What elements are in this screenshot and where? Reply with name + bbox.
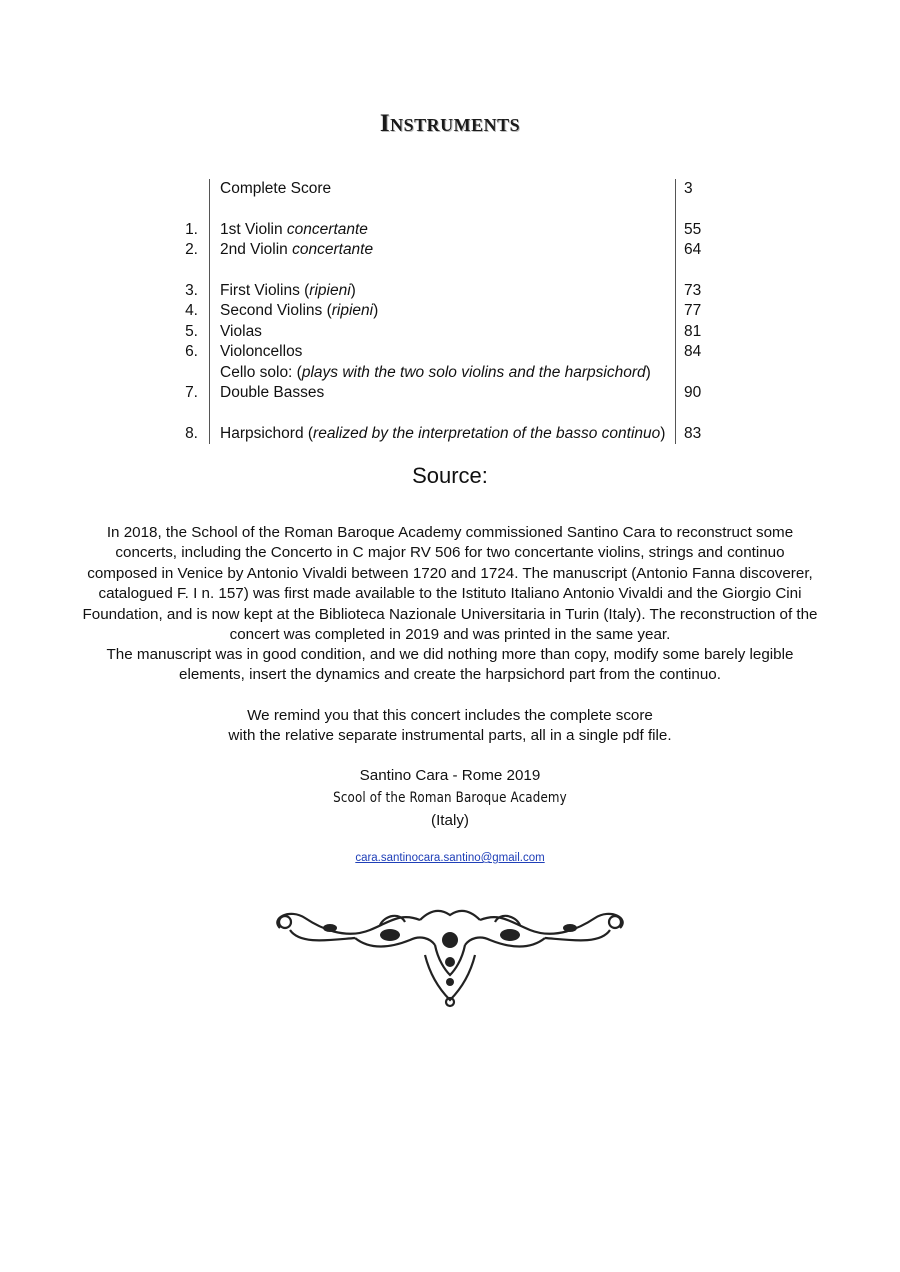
toc-entry-suffix: )	[373, 302, 379, 320]
toc-entry	[209, 383, 675, 403]
baroque-ornament-icon	[260, 900, 640, 1010]
toc-entry-text: Second Violins (	[220, 302, 332, 320]
toc-entry	[209, 363, 675, 383]
toc-entry-italic: ripieni	[331, 302, 374, 320]
toc-spacer	[168, 199, 724, 219]
source-paragraph-1: In 2018, the School of the Roman Baroque Academy commissioned Santino Cara to reconstruct some concerts, including the Concerto in C major RV 506 for two concertante violins, strings and continuo composed in Venice by Antonio Vivaldi between 1720 and 1724. The manuscript (Antonio Fanna discoverer, catalogued F. I n. 157) was first made available to the Istituto Italiano Antonio Vivaldi and the Giorgio Cini Foundation, and is now kept at the Biblioteca Nazionale Universitaria in Turin (Italy). The reconstruction of the concert was completed in 2019 and was printed in the same year.	[82, 524, 818, 644]
toc-entry	[209, 261, 675, 281]
reminder-line-1: We remind you that this concert includes the complete score	[247, 707, 653, 724]
toc-spacer	[168, 261, 724, 281]
toc-number	[168, 199, 198, 219]
toc-page-number: 3	[675, 179, 724, 199]
toc-row	[168, 342, 724, 362]
toc-entry-italic: realized by the interpretation of the basso continuo	[313, 424, 661, 442]
toc-page-number	[675, 261, 724, 281]
email-container	[0, 852, 900, 864]
toc-page-number	[675, 403, 724, 423]
toc-page-number: 90	[675, 383, 724, 403]
toc-number: 4.	[185, 302, 198, 320]
signature-school: Scool of the Roman Baroque Academy	[333, 790, 567, 806]
toc-entry-suffix: )	[645, 363, 651, 381]
toc-page-number: 73	[675, 281, 724, 301]
toc-row	[168, 301, 724, 321]
toc-entry	[209, 342, 675, 362]
signature-name: Santino Cara - Rome 2019	[359, 767, 541, 784]
toc-row	[168, 363, 724, 383]
toc-row	[168, 179, 724, 199]
toc-entry-italic: plays with the two solo violins and the harpsichord	[301, 363, 646, 381]
toc-entry-text: Cello solo: (	[220, 363, 302, 381]
toc-entry	[209, 199, 675, 219]
toc-page-number	[675, 199, 724, 219]
toc-row	[168, 220, 724, 240]
toc-entry-italic: ripieni	[309, 281, 351, 299]
toc-entry-italic: concertante	[286, 220, 368, 238]
toc-entry-text: Harpsichord (	[220, 424, 314, 442]
toc-number: 7.	[185, 383, 198, 401]
toc-page-number: 81	[675, 322, 724, 342]
toc-entry-text: 2nd Violin	[220, 241, 293, 259]
toc-entry	[209, 424, 675, 444]
toc-entry-suffix: )	[350, 281, 356, 299]
toc-entry	[209, 220, 675, 240]
toc-number: 2.	[185, 241, 198, 259]
toc-number	[168, 363, 198, 383]
toc-number: 5.	[185, 322, 198, 340]
toc-entry	[209, 301, 675, 321]
source-heading: Source:	[412, 463, 488, 488]
toc-entry-text: Complete Score	[220, 180, 332, 197]
signature-country: (Italy)	[431, 812, 469, 829]
toc-entry	[209, 281, 675, 301]
toc-page-number	[675, 363, 724, 383]
email-link[interactable]: cara.santinocara.santino@gmail.com	[355, 852, 545, 864]
reminder-paragraph	[80, 706, 820, 747]
toc-entry-text: Violoncellos	[220, 343, 303, 361]
toc-row	[168, 383, 724, 403]
toc-entry	[209, 322, 675, 342]
toc-entry-text: 1st Violin	[220, 220, 287, 238]
toc-entry-text: First Violins (	[220, 281, 310, 299]
toc-number: 3.	[185, 281, 198, 299]
toc-number	[168, 179, 198, 199]
table-of-contents	[168, 179, 724, 444]
toc-entry	[209, 179, 675, 199]
toc-entry	[209, 403, 675, 423]
toc-number: 8.	[185, 424, 198, 442]
toc-number	[168, 403, 198, 423]
toc-page-number: 83	[675, 424, 724, 444]
toc-page-number: 77	[675, 301, 724, 321]
toc-row	[168, 322, 724, 342]
toc-entry-italic: concertante	[292, 241, 374, 259]
toc-page-number: 84	[675, 342, 724, 362]
reminder-line-2: with the relative separate instrumental parts, all in a single pdf file.	[228, 727, 672, 745]
toc-number: 1.	[185, 220, 198, 238]
toc-spacer	[168, 403, 724, 423]
toc-entry-text: Violas	[220, 322, 262, 340]
source-paragraph-2: The manuscript was in good condition, and we did nothing more than copy, modify some barely legible elements, insert the dynamics and create the harpsichord part from the continuo.	[106, 646, 794, 684]
toc-page-number: 55	[675, 220, 724, 240]
toc-number	[168, 261, 198, 281]
toc-row	[168, 240, 724, 260]
toc-row	[168, 281, 724, 301]
toc-entry-text: Double Basses	[220, 383, 325, 401]
toc-number: 6.	[185, 343, 198, 361]
toc-row	[168, 424, 724, 444]
page-title: Instruments	[379, 110, 521, 137]
toc-entry	[209, 240, 675, 260]
toc-page-number: 64	[675, 240, 724, 260]
toc-entry-suffix: )	[660, 424, 666, 442]
